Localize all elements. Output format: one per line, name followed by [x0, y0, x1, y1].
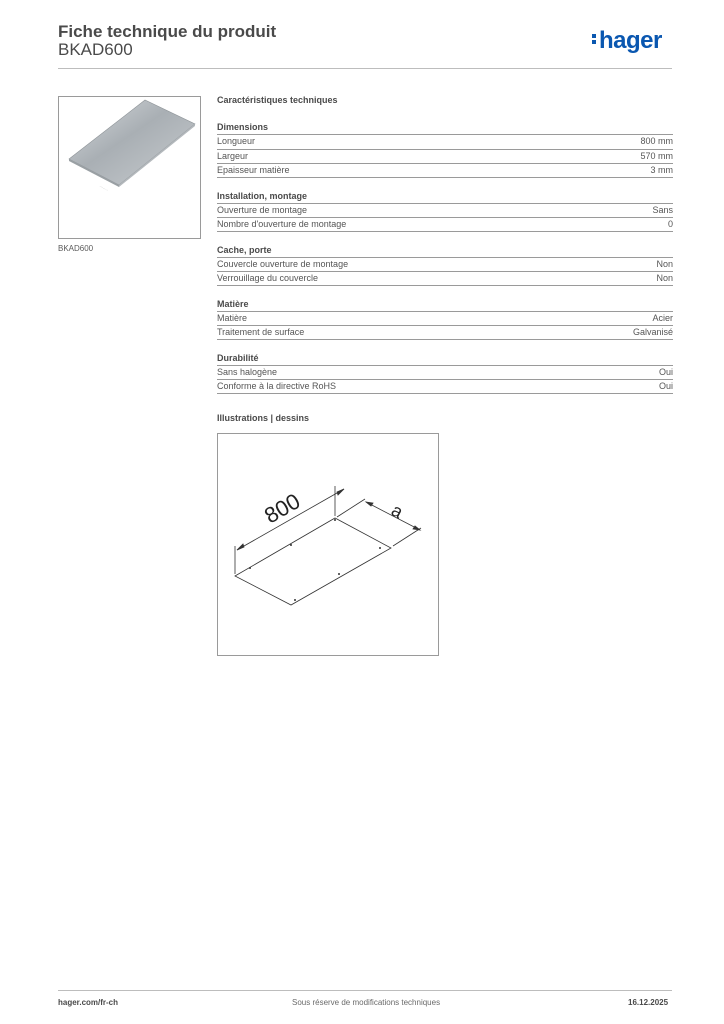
- spec-row: [217, 217, 673, 232]
- spec-row: [217, 325, 673, 340]
- spec-value: Non: [656, 258, 673, 269]
- spec-row: [217, 134, 673, 149]
- section-title: Durabilité: [217, 352, 259, 363]
- section-title: Installation, montage: [217, 190, 308, 201]
- section-cover-door: [217, 244, 673, 286]
- spec-label: Verrouillage du couvercle: [217, 273, 319, 283]
- logo-dots-icon: [592, 32, 597, 46]
- plate-outline: [235, 518, 391, 605]
- spec-label: Ouverture de montage: [217, 204, 308, 215]
- section-dimensions: [217, 121, 673, 178]
- footer-website-link[interactable]: hager.com/fr-ch: [58, 998, 119, 1007]
- footer-date: 16.12.2025: [628, 998, 669, 1007]
- spec-row: [217, 379, 673, 394]
- spec-row: [217, 271, 673, 286]
- spec-value: Galvanisé: [632, 327, 673, 337]
- spec-row: [217, 203, 673, 218]
- section-durability: [217, 352, 673, 394]
- spec-value: Acier: [652, 312, 673, 323]
- svg-text:·······: ·······: [98, 183, 110, 193]
- illustrations-heading: Illustrations | dessins: [217, 413, 310, 423]
- spec-label: Couvercle ouverture de montage: [217, 258, 349, 269]
- product-image-caption: BKAD600: [58, 244, 94, 253]
- spec-value: 800 mm: [640, 136, 673, 146]
- section-title: Matière: [217, 298, 249, 309]
- section-title: Dimensions: [217, 122, 269, 132]
- logo-text: hager: [599, 27, 662, 54]
- spec-label: Conforme à la directive RoHS: [217, 381, 337, 391]
- dimension-length-label: 800: [260, 488, 305, 529]
- spec-value: Sans: [652, 204, 673, 215]
- spec-label: Largeur: [217, 150, 249, 161]
- technical-specifications: [217, 95, 673, 406]
- spec-value: 0: [667, 219, 673, 229]
- spec-row: [217, 365, 673, 380]
- spec-value: 3 mm: [650, 165, 673, 175]
- page-title: Fiche technique du produit: [58, 22, 277, 41]
- spec-label: Sans halogène: [217, 366, 278, 377]
- spec-value: Oui: [658, 381, 673, 391]
- spec-value: Non: [656, 273, 673, 283]
- spec-label: Nombre d'ouverture de montage: [217, 219, 347, 229]
- hager-logo: [592, 27, 662, 55]
- header-divider: [58, 68, 672, 69]
- spec-value: 570 mm: [640, 150, 673, 161]
- footer-notice: Sous réserve de modifications techniques: [292, 998, 441, 1007]
- spec-row: [217, 149, 673, 164]
- dimension-width-label: a: [388, 499, 407, 523]
- specs-heading: Caractéristiques techniques: [217, 95, 338, 105]
- plate-dimension-drawing: [218, 434, 438, 655]
- dimension-drawing: [217, 433, 439, 656]
- spec-label: Epaisseur matière: [217, 165, 290, 175]
- steel-plate-illustration: [59, 97, 200, 238]
- spec-row: [217, 311, 673, 326]
- spec-label: Traitement de surface: [217, 327, 305, 337]
- spec-row: [217, 257, 673, 272]
- product-image: [58, 96, 201, 239]
- footer-divider: [58, 990, 672, 991]
- spec-label: Matière: [217, 312, 248, 323]
- section-installation: [217, 190, 673, 232]
- spec-row: [217, 163, 673, 178]
- section-material: [217, 298, 673, 340]
- section-title: Cache, porte: [217, 244, 272, 255]
- spec-value: Oui: [658, 366, 673, 377]
- spec-label: Longueur: [217, 136, 256, 146]
- product-reference: BKAD600: [58, 40, 133, 59]
